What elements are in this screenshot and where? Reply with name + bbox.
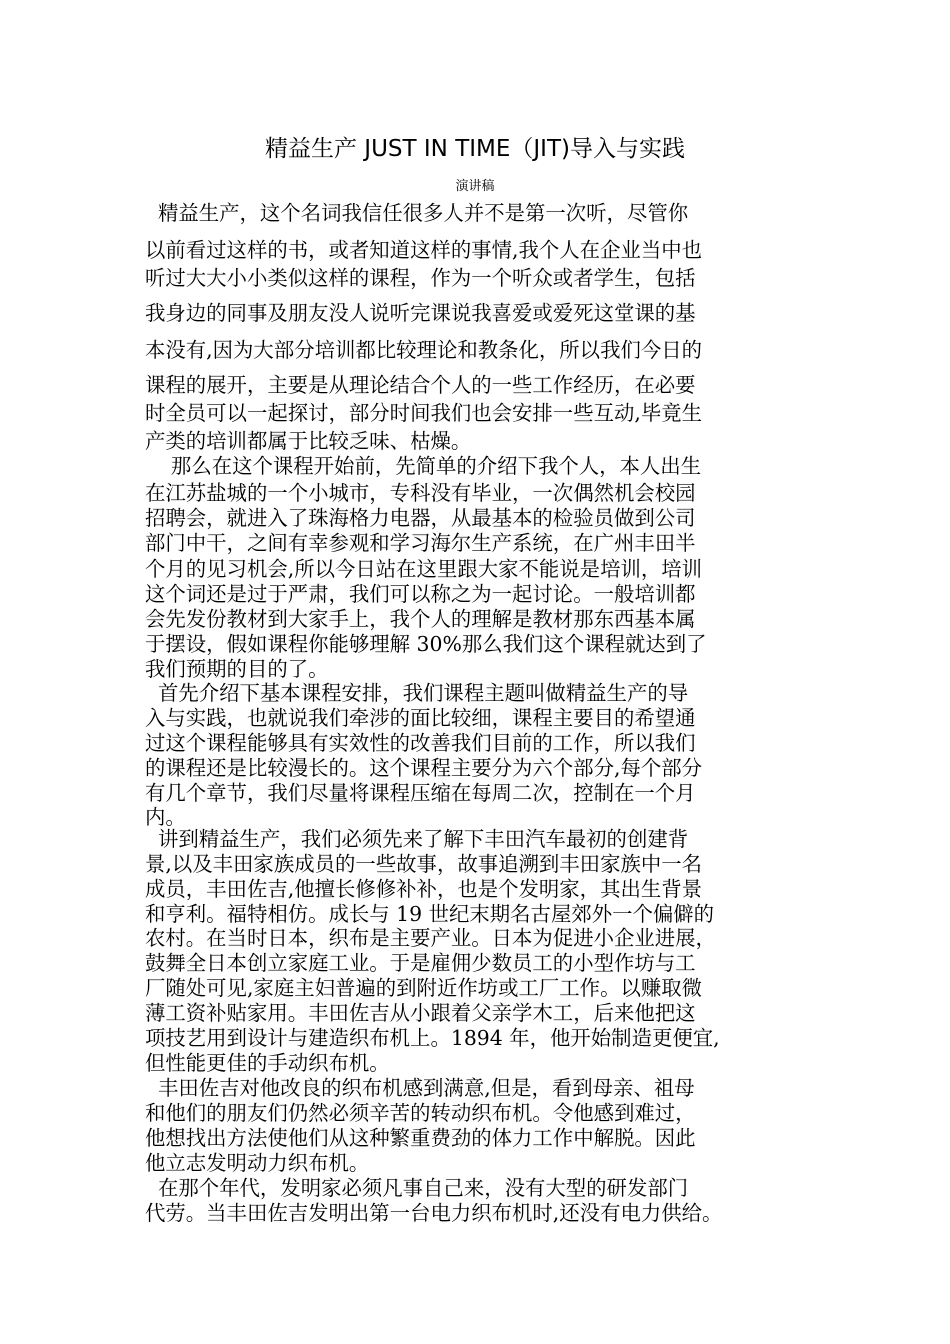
document-subtitle: 演讲稿 <box>455 179 495 194</box>
body-line: 鼓舞全日本创立家庭工业。于是雇佣少数员工的小型作坊与工 <box>145 951 696 975</box>
body-line: 丰田佐吉对他改良的织布机感到满意,但是，看到母亲、祖母 <box>145 1076 695 1100</box>
body-line: 过这个课程能够具有实效性的改善我们目前的工作，所以我们 <box>145 731 696 755</box>
body-line: 他想找出方法使他们从这种繁重费劲的体力工作中解脱。因此 <box>145 1126 696 1150</box>
body-line: 内。 <box>145 805 186 829</box>
body-line: 有几个章节，我们尽量将课程压缩在每周二次，控制在一个月 <box>145 781 696 805</box>
body-line: 我身边的同事及朋友没人说听完课说我喜爱或爱死这堂课的基 <box>145 301 696 325</box>
body-line: 招聘会，就进入了珠海格力电器，从最基本的检验员做到公司 <box>145 506 696 530</box>
body-line: 农村。在当时日本，织布是主要产业。日本为促进小企业进展， <box>145 926 716 950</box>
body-line: 精益生产，这个名词我信任很多人并不是第一次听，尽管你 <box>145 201 689 225</box>
body-line: 在那个年代，发明家必须凡事自己来，没有大型的研发部门 <box>145 1176 689 1200</box>
body-line: 那么在这个课程开始前，先简单的介绍下我个人，本人出生 <box>145 454 702 478</box>
body-line: 和亨利。福特相仿。成长与 19 世纪末期名古屋郊外一个偏僻的 <box>145 902 715 926</box>
body-line: 听过大大小小类似这样的课程，作为一个听众或者学生，包括 <box>145 266 696 290</box>
body-line: 我们预期的目的了。 <box>145 657 329 681</box>
body-line: 但性能更佳的手动织布机。 <box>145 1051 390 1075</box>
body-line: 项技艺用到设计与建造织布机上。1894 年，他开始制造更便宜, <box>145 1026 720 1050</box>
body-line: 在江苏盐城的一个小城市，专科没有毕业，一次偶然机会校园 <box>145 481 696 505</box>
body-line: 部门中干，之间有幸参观和学习海尔生产系统，在广州丰田半 <box>145 531 696 555</box>
body-line: 个月的见习机会,所以今日站在这里跟大家不能说是培训，培训 <box>145 557 703 581</box>
body-line: 成员，丰田佐吉,他擅长修修补补，也是个发明家，其出生背景 <box>145 877 703 901</box>
body-line: 入与实践，也就说我们牵涉的面比较细，课程主要目的希望通 <box>145 706 696 730</box>
body-line: 产类的培训都属于比较乏味、枯燥。 <box>145 429 472 453</box>
body-line: 首先介绍下基本课程安排，我们课程主题叫做精益生产的导 <box>145 681 689 705</box>
body-line: 薄工资补贴家用。丰田佐吉从小跟着父亲学木工，后来他把这 <box>145 1001 696 1025</box>
body-line: 和他们的朋友们仍然必须辛苦的转动织布机。令他感到难过， <box>145 1101 696 1125</box>
document-title: 精益生产 JUST IN TIME（JIT)导入与实践 <box>265 136 685 162</box>
body-line: 厂随处可见,家庭主妇普遍的到附近作坊或工厂工作。以赚取微 <box>145 976 703 1000</box>
body-line: 本没有,因为大部分培训都比较理论和教条化，所以我们今日的 <box>145 338 703 362</box>
body-line: 的课程还是比较漫长的。这个课程主要分为六个部分,每个部分 <box>145 756 703 780</box>
body-line: 讲到精益生产，我们必须先来了解下丰田汽车最初的创建背 <box>145 827 689 851</box>
body-line: 这个词还是过于严肃，我们可以称之为一起讨论。一般培训都 <box>145 582 696 606</box>
body-line: 景,以及丰田家族成员的一些故事，故事追溯到丰田家族中一名 <box>145 852 703 876</box>
body-line: 时全员可以一起探讨，部分时间我们也会安排一些互动,毕竟生 <box>145 401 703 425</box>
body-line: 以前看过这样的书，或者知道这样的事情,我个人在企业当中也 <box>145 238 703 262</box>
body-line: 于摆设，假如课程你能够理解 30%那么我们这个课程就达到了 <box>145 632 707 656</box>
body-line: 他立志发明动力织布机。 <box>145 1151 370 1175</box>
body-line: 代劳。当丰田佐吉发明出第一台电力织布机时,还没有电力供给。 <box>145 1201 723 1225</box>
body-line: 课程的展开，主要是从理论结合个人的一些工作经历，在必要 <box>145 373 696 397</box>
body-line: 会先发份教材到大家手上，我个人的理解是教材那东西基本属 <box>145 607 696 631</box>
